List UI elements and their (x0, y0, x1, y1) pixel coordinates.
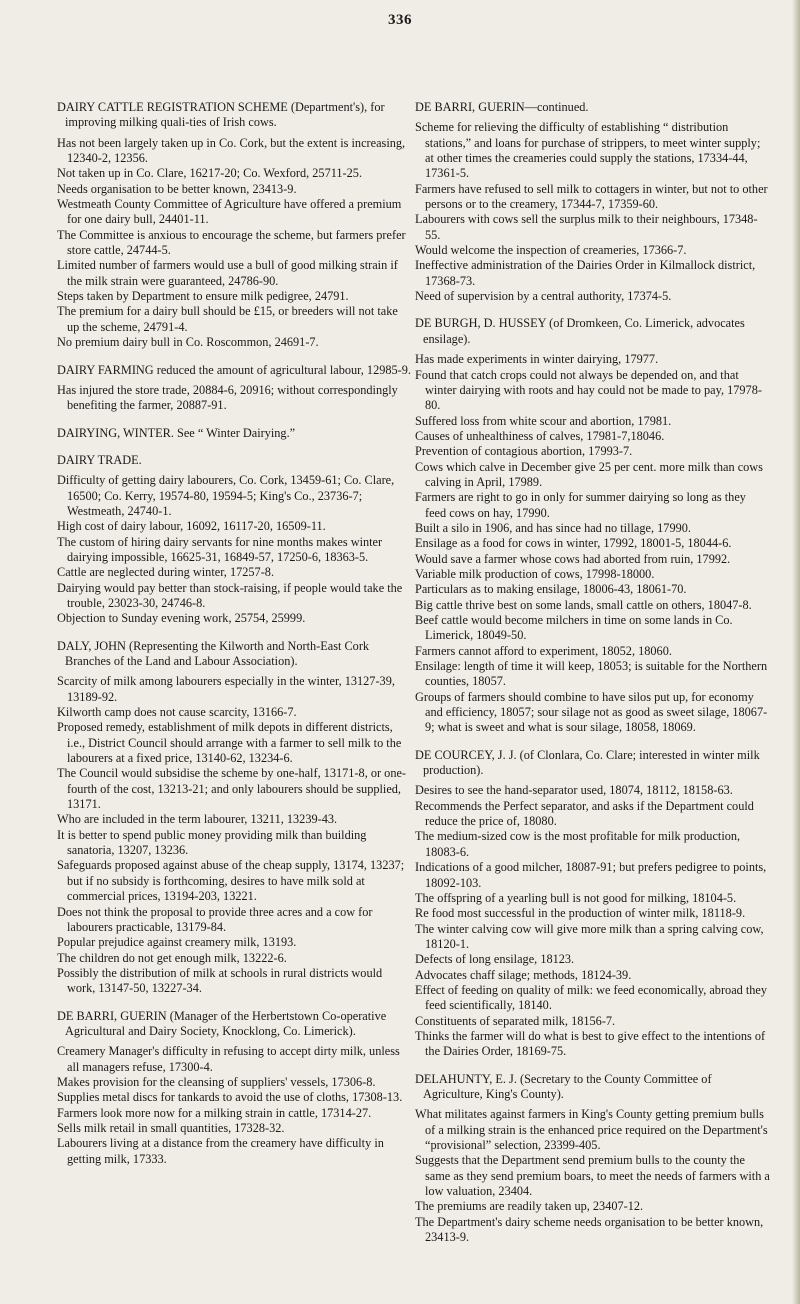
entry-item: Kilworth camp does not cause scarcity, 13166-7. (57, 705, 297, 720)
index-entry (57, 1009, 412, 1167)
entry-item: Ensilage as a food for cows in winter, 17992, 18001-5, 18044-6. (415, 536, 732, 551)
entry-item: Suffered loss from white scour and abortion, 17981. (415, 413, 672, 428)
entry-item: Cows which calve in December give 25 per cent. more milk than cows calving in April, 17989. (415, 459, 763, 489)
entry-item: Farmers cannot afford to experiment, 18052, 18060. (415, 643, 672, 658)
entry-item: Prevention of contagious abortion, 17993-7. (415, 444, 633, 459)
entry-item: The custom of hiring dairy servants for nine months makes winter dairying impossible, 16625-31, 16849-57, 17250-6, 18363-5. (57, 534, 383, 564)
entry-heading: DE COURCEY, J. J. (of Clonlara, Co. Clare; interested in winter milk production). (415, 747, 760, 778)
entry-item: Popular prejudice against creamery milk, 13193. (57, 935, 297, 950)
entry-item: Possibly the distribution of milk at schools in rural districts would work, 13147-50, 13227-34. (57, 965, 383, 996)
entry-item: Has injured the store trade, 20884-6, 20916; without correspondingly benefiting the farmer, 20887-91. (57, 382, 398, 413)
entry-item: The premium for a dairy bull should be £15, or breeders will not take up the scheme, 24791-4. (57, 304, 398, 334)
entry-item: The medium-sized cow is the most profitable for milk production, 18083-6. (415, 829, 741, 859)
page-number: 336 (388, 12, 412, 28)
entry-item: Makes provision for the cleansing of suppliers' vessels, 17306-8. (57, 1074, 376, 1089)
entry-item: Limited number of farmers would use a bull of good milking strain if the milk strain were guaranteed, 24786-90. (57, 258, 398, 288)
entry-item: Steps taken by Department to ensure milk pedigree, 24791. (57, 289, 349, 304)
entry-item: Farmers are right to go in only for summer dairying so long as they feed cows on hay, 17990. (415, 490, 746, 520)
entry-item: Labourers with cows sell the surplus milk to their neighbours, 17348-55. (415, 212, 758, 242)
entry-item: Defects of long ensilage, 18123. (415, 952, 575, 967)
left-column (57, 100, 412, 1179)
entry-item: The offspring of a yearling bull is not good for milking, 18104-5. (415, 890, 737, 905)
entry-item: The winter calving cow will give more milk than a spring calving cow, 18120-1. (415, 921, 764, 951)
entry-item: Has made experiments in winter dairying, 17977. (415, 352, 659, 367)
entry-item: Desires to see the hand-separator used, 18074, 18112, 18158-63. (415, 783, 733, 798)
entry-item: Sells milk retail in small quantities, 17328-32. (57, 1120, 285, 1135)
entry-item: Westmeath County Committee of Agriculture have offered a premium for one dairy bull, 24401-11. (57, 197, 402, 227)
entry-item: Recommends the Perfect separator, and asks if the Department could reduce the price of, 18080. (415, 798, 754, 829)
entry-item: Farmers look more now for a milking strain in cattle, 17314-27. (57, 1105, 372, 1120)
entry-item: The children do not get enough milk, 13222-6. (57, 950, 287, 965)
index-entry (415, 1072, 770, 1246)
entry-heading: DE BARRI, GUERIN (Manager of the Herbertstown Co-operative Agricultural and Dairy Society, Knocklong, Co. Limerick). (57, 1008, 387, 1038)
entry-item: Labourers living at a distance from the creamery have difficulty in getting milk, 17333. (57, 1136, 384, 1166)
entry-item: The premiums are readily taken up, 23407-12. (415, 1199, 644, 1214)
entry-item: Who are included in the term labourer, 13211, 13239-43. (57, 812, 338, 827)
entry-item: Supplies metal discs for tankards to avoid the use of cloths, 17308-13. (57, 1090, 403, 1105)
entry-item: High cost of dairy labour, 16092, 16117-20, 16509-11. (57, 519, 326, 534)
entry-item: Safeguards proposed against abuse of the cheap supply, 13174, 13237; but if no subsidy is forthcoming, desires to have milk sold at commercial prices, 13194-203, 13221. (57, 858, 405, 904)
entry-item: Causes of unhealthiness of calves, 17981-7,18046. (415, 428, 665, 443)
entry-item: No premium dairy bull in Co. Roscommon, 24691-7. (57, 335, 319, 350)
entry-item: Beef cattle would become milchers in time on some lands in Co. Limerick, 18049-50. (415, 613, 733, 643)
entry-item: What militates against farmers in King's County getting premium bulls of a milking strain is the enhanced price required on the Department's “provisional” selection, 23399-405. (415, 1107, 768, 1152)
index-entry (415, 100, 770, 304)
entry-item: Constituents of separated milk, 18156-7. (415, 1013, 616, 1028)
entry-item: Big cattle thrive best on some lands, small cattle on others, 18047-8. (415, 597, 752, 612)
entry-heading: DAIRY FARMING reduced the amount of agricultural labour, 12985-9. (57, 362, 411, 377)
entry-heading: DAIRY CATTLE REGISTRATION SCHEME (Department's), for improving milking quali-ties of Irish cows. (57, 100, 385, 130)
entry-item: Scheme for relieving the difficulty of establishing “ distribution stations,” and loans for purchase of strippers, to meet winter supply; at other times the creameries could supply the stations, 17334-44, 17361-5. (415, 120, 761, 181)
entry-item: Does not think the proposal to provide three acres and a cow for labourers practicable, 13179-84. (57, 904, 373, 934)
entry-item: Effect of feeding on quality of milk: we feed economically, abroad they feed scientifically, 18140. (415, 982, 768, 1013)
entry-item: Not taken up in Co. Clare, 16217-20; Co. Wexford, 25711-25. (57, 166, 363, 181)
index-entry (415, 748, 770, 1060)
entry-item: It is better to spend public money providing milk than building sanatoria, 13207, 13236. (57, 827, 367, 858)
index-entry (57, 363, 412, 414)
entry-item: Dairying would pay better than stock-raising, if people would take the trouble, 23023-30, 24746-8. (57, 580, 403, 610)
entry-item: Variable milk production of cows, 17998-18000. (415, 566, 655, 581)
entry-item: Thinks the farmer will do what is best to give effect to the intentions of the Dairies Order, 18169-75. (415, 1028, 766, 1059)
entry-item: The Council would subsidise the scheme by one-half, 13171-8, or one-fourth of the cost, 13213-21; and only labourers should be supplied, 13171. (57, 766, 407, 812)
entry-item: Ineffective administration of the Dairies Order in Kilmallock district, 17368-73. (415, 258, 756, 288)
entry-heading: DAIRY TRADE. (57, 452, 142, 467)
entry-heading: DELAHUNTY, E. J. (Secretary to the County Committee of Agriculture, King's County). (415, 1071, 712, 1101)
index-entry (57, 100, 412, 351)
entry-item: Needs organisation to be better known, 23413-9. (57, 181, 297, 196)
entry-heading: DE BURGH, D. HUSSEY (of Dromkeen, Co. Limerick, advocates ensilage). (415, 316, 745, 346)
entry-item: Objection to Sunday evening work, 25754, 25999. (57, 611, 306, 626)
entry-item: Particulars as to making ensilage, 18006-43, 18061-70. (415, 582, 687, 597)
page-edge-shadow (792, 0, 800, 1304)
entry-item: Would welcome the inspection of creameries, 17366-7. (415, 243, 687, 258)
entry-item: Creamery Manager's difficulty in refusing to accept dirty milk, unless all managers refuse, 17300-4. (57, 1044, 400, 1074)
entry-item: Difficulty of getting dairy labourers, Co. Cork, 13459-61; Co. Clare, 16500; Co. Kerry, 19574-80, 19594-5; King's Co., 23736-7; Westmeath, 24740-1. (57, 473, 395, 518)
entry-heading: DE BARRI, GUERIN—continued. (415, 100, 589, 114)
entry-item: Proposed remedy, establishment of milk depots in different districts, i.e., District Council should arrange with a farmer to sell milk to the labourers at a fixed price, 13140-62, 13234-6. (57, 720, 402, 766)
entry-item: Advocates chaff silage; methods, 18124-39. (415, 967, 632, 982)
entry-item: Has not been largely taken up in Co. Cork, but the extent is increasing, 12340-2, 12356. (57, 135, 406, 166)
index-entry (57, 453, 412, 627)
entry-item: Farmers have refused to sell milk to cottagers in winter, but not to other persons or to the creamery, 17344-7, 17359-60. (415, 181, 768, 212)
entry-item: Found that catch crops could not always be depended on, and that winter dairying with roots and hay could not be made to pay, 17978-80. (415, 367, 762, 413)
entry-item: Suggests that the Department send premium bulls to the county the same as they send premium boars, to meet the needs of farmers with a low valuation, 23404. (415, 1153, 770, 1199)
entry-item: The Department's dairy scheme needs organisation to be better known, 23413-9. (415, 1214, 764, 1245)
index-entry (415, 316, 770, 735)
entry-item: Scarcity of milk among labourers especially in the winter, 13127-39, 13189-92. (57, 674, 395, 704)
entry-heading: DALY, JOHN (Representing the Kilworth and North-East Cork Branches of the Land and Labour Association). (57, 638, 370, 668)
entry-item: Indications of a good milcher, 18087-91; but prefers pedigree to points, 18092-103. (415, 860, 767, 890)
entry-item: Ensilage: length of time it will keep, 18053; is suitable for the Northern counties, 18057. (415, 659, 768, 689)
index-entry (57, 426, 412, 441)
entry-item: Groups of farmers should combine to have silos put up, for economy and efficiency, 18057; sour silage not as good as sweet silage, 18067-9; what is sweet and what is sour silage, 18058, 18069. (415, 689, 768, 735)
entry-item: Built a silo in 1906, and has since had no tillage, 17990. (415, 520, 691, 535)
entry-item: Cattle are neglected during winter, 17257-8. (57, 565, 275, 580)
entry-item: The Committee is anxious to encourage the scheme, but farmers prefer store cattle, 24744-5. (57, 227, 406, 258)
entry-item: Need of supervision by a central authority, 17374-5. (415, 289, 672, 304)
entry-item: Re food most successful in the production of winter milk, 18118-9. (415, 906, 746, 921)
index-entry (57, 639, 412, 997)
right-column (415, 100, 770, 1257)
entry-heading: DAIRYING, WINTER. See “ Winter Dairying.” (57, 425, 296, 440)
entry-item: Would save a farmer whose cows had aborted from ruin, 17992. (415, 551, 731, 566)
